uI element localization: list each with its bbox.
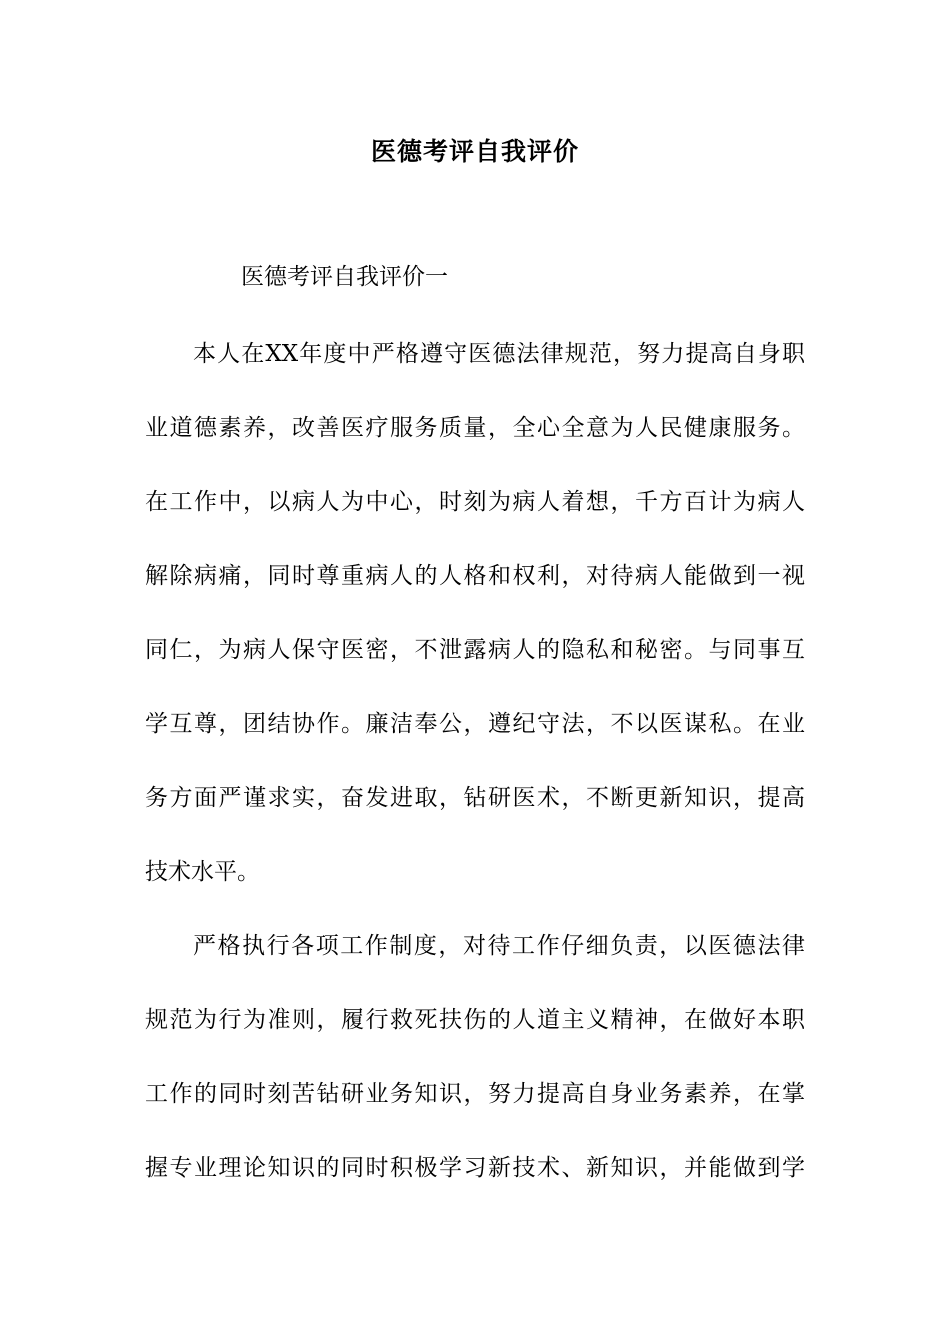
paragraph-line: 严格执行各项工作制度，对待工作仔细负责，以医德法律 [193, 933, 805, 959]
paragraph-line: 技术水平。 [145, 859, 260, 885]
paragraph-line: 规范为行为准则，履行救死扶伤的人道主义精神，在做好本职 [145, 1007, 805, 1033]
paragraph-line: 务方面严谨求实，奋发进取，钻研医术，不断更新知识，提高 [145, 785, 805, 811]
paragraph-line: 工作的同时刻苦钻研业务知识，努力提高自身业务素养，在掌 [145, 1081, 805, 1107]
section-heading: 医德考评自我评价一 [241, 264, 448, 290]
paragraph-line: 本人在XX年度中严格遵守医德法律规范，努力提高自身职 [193, 341, 805, 367]
paragraph-line: 业道德素养，改善医疗服务质量，全心全意为人民健康服务。 [145, 415, 805, 441]
paragraph-line: 握专业理论知识的同时积极学习新技术、新知识，并能做到学 [145, 1155, 805, 1181]
paragraph-line: 学互尊，团结协作。廉洁奉公，遵纪守法，不以医谋私。在业 [145, 711, 805, 737]
document-title: 医德考评自我评价 [370, 137, 579, 166]
paragraph-line: 在工作中，以病人为中心，时刻为病人着想，千方百计为病人 [145, 489, 805, 515]
paragraph-line: 同仁，为病人保守医密，不泄露病人的隐私和秘密。与同事互 [145, 637, 805, 663]
paragraph-line: 解除病痛，同时尊重病人的人格和权利，对待病人能做到一视 [145, 563, 805, 589]
